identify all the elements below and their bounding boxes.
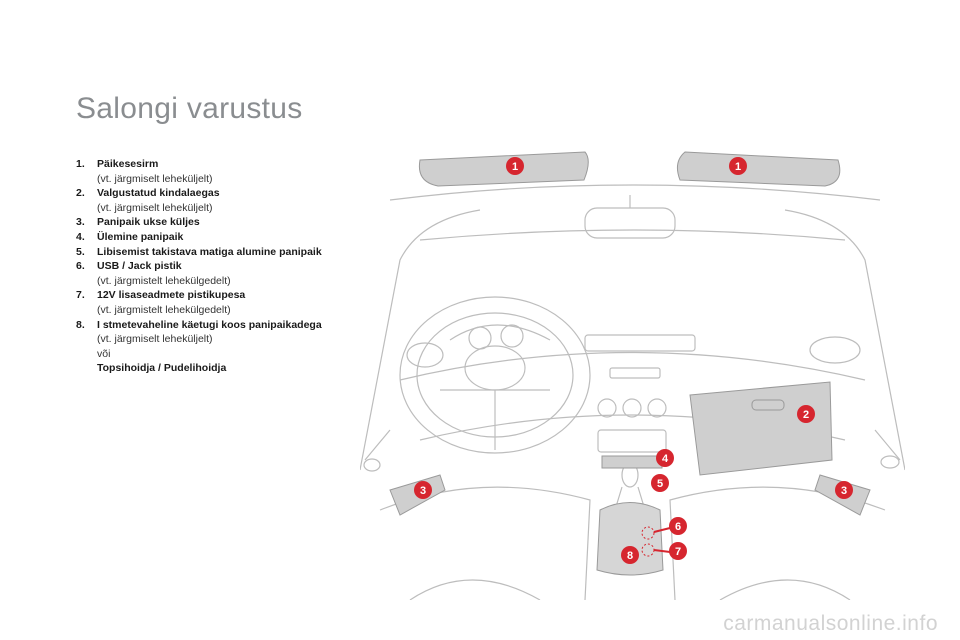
svg-text:5: 5 [656,478,664,490]
legend-title: Ülemine panipaik [97,230,184,243]
legend-note: (vt. järgmiselt leheküljelt) [97,172,213,185]
legend-alt-title: Topsihoidja / Pudelihoidja [97,362,227,375]
svg-text:8: 8 [626,550,634,562]
legend-item-6 [76,259,336,288]
legend-title: I stmetevaheline käetugi koos panipaikadega [97,318,322,331]
upper-storage [602,456,662,468]
svg-text:2: 2 [802,409,810,421]
legend-item-7 [76,288,336,317]
sun-visor-right [677,152,839,186]
legend-title: Päikesesirm [97,158,159,170]
badge-1-left [506,157,524,175]
legend-title: Libisemist takistava matiga alumine panipaik [97,245,322,258]
watermark: carmanualsonline.info [723,612,938,635]
car-interior-diagram [360,140,905,600]
legend-note: (vt. järgmiselt leheküljelt) [97,333,213,346]
badge-7 [669,542,687,560]
svg-text:7: 7 [674,546,682,558]
badge-8 [621,546,639,564]
page-title: Salongi varustus [76,92,303,125]
sun-visor-left [419,152,588,186]
legend-title: 12V lisaseadmete pistikupesa [97,289,246,302]
legend-or: või [97,347,111,360]
svg-text:4: 4 [661,453,669,465]
legend-number: 2. [76,187,85,200]
svg-text:6: 6 [674,521,682,533]
badge-2 [797,405,815,423]
legend-number: 8. [76,318,85,331]
armrest [597,503,663,576]
legend-number: 4. [76,230,85,243]
legend-title: USB / Jack pistik [97,260,182,273]
legend-number: 7. [76,289,85,302]
legend-item-1 [76,157,336,186]
legend-number: 1. [76,158,85,170]
legend-item-8 [76,318,336,376]
legend-note: (vt. järgmiselt leheküljelt) [97,201,213,214]
legend-title: Panipaik ukse küljes [97,216,200,229]
equipment-legend [76,157,336,376]
svg-text:3: 3 [419,485,427,497]
legend-item-5 [76,245,336,260]
legend-note: (vt. järgmistelt lehekülgedelt) [97,303,231,316]
badge-1-right [729,157,747,175]
badge-3-right [835,481,853,499]
legend-number: 5. [76,245,85,258]
badge-6 [669,517,687,535]
legend-number: 3. [76,216,85,229]
glove-box [690,382,832,475]
legend-title: Valgustatud kindalaegas [97,187,220,200]
legend-item-3 [76,215,336,230]
badge-3-left [414,481,432,499]
legend-item-4 [76,230,336,245]
svg-text:1: 1 [734,161,742,173]
legend-number: 6. [76,260,85,273]
badge-5 [651,474,669,492]
svg-text:3: 3 [840,485,848,497]
legend-note: (vt. järgmistelt lehekülgedelt) [97,274,231,287]
svg-text:1: 1 [511,161,519,173]
badge-4 [656,449,674,467]
legend-item-2 [76,186,336,215]
